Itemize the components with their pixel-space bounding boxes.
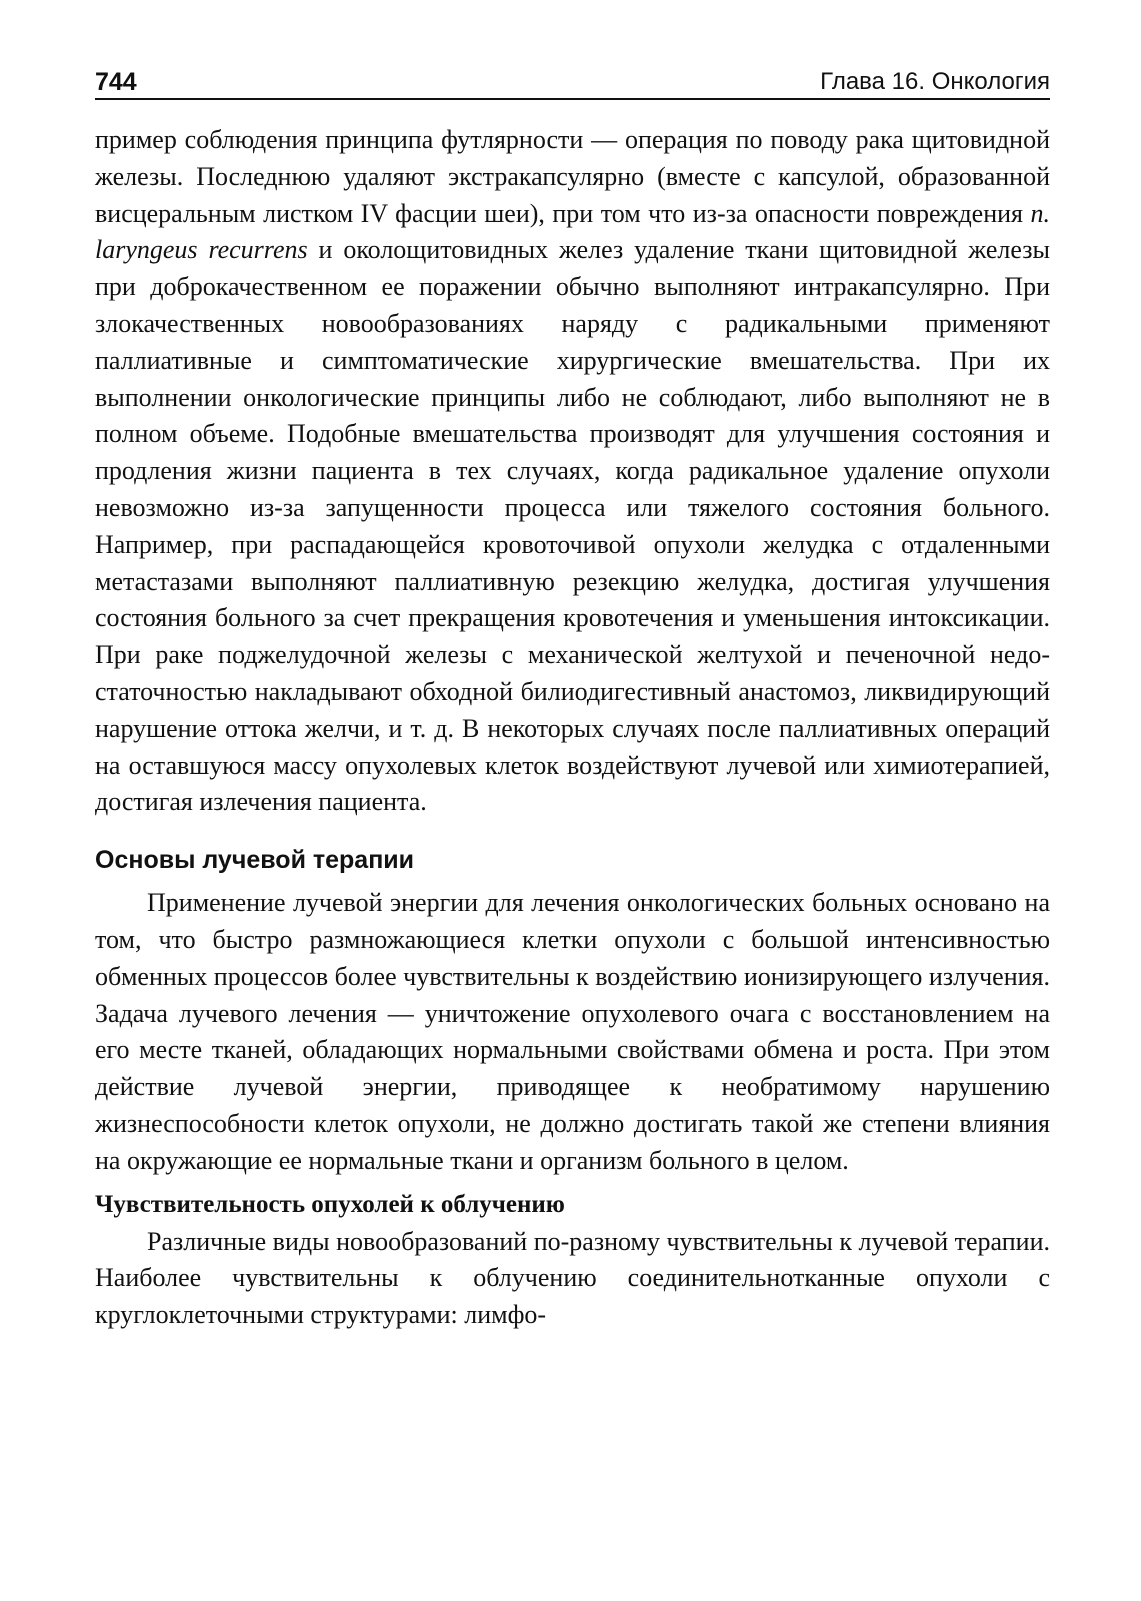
section-heading: Основы лучевой терапии <box>95 846 415 875</box>
page-number: 744 <box>95 68 137 96</box>
intro-paragraph-text-2: и околощитовидных желез удаление ткани щитовидной железы при доброкачественном ее поражении обычно выполняют интракапсулярно. При злокачественных новообразованиях наряду с радикальными применяют паллиативные и симптоматические хирургические вмешательства. При их выполнении онкологические принципы либо не соблюдают, либо выполняют не в полном объеме. Подобные вмешательства производят для улучшения состояния и продления жизни пациента в тех случаях, когда радикальное удаление опухоли невозможно из-за запущенности процесса или тяжелого состояния больного. Например, при распадающейся кровоточивой опухоли желудка с отдаленными метастазами выполняют паллиативную резекцию желудка, достигая улучшения состояния больного за счет прекращения кровотечения и уменьшения интоксикации. При раке поджелудочной железы с механической желтухой и печеночной недостаточностью накладывают обходной билиодигестивный анастомоз, ликвидирующий нарушение оттока желчи, и т. д. В некоторых случаях после паллиативных операций на оставшуюся массу опухолевых клеток воздействуют лучевой или химиотерапией, достигая излечения пациента. <box>95 235 1051 817</box>
intro-paragraph <box>95 122 1050 821</box>
subsection-paragraph: Различные виды новообразований по-разному чувствительны к лучевой терапии. Наиболее чувствительны к облучению соединительнотканные опухоли с круглоклеточными структурами: лимфо- <box>95 1226 1050 1330</box>
chapter-title: Глава 16. Онкология <box>820 68 1050 95</box>
running-header <box>95 60 1050 100</box>
subsection-heading: Чувствительность опухолей к облучению <box>95 1190 565 1218</box>
book-page <box>95 60 1050 1334</box>
intro-paragraph-text-1: пример соблюдения принципа футлярности — операция по поводу рака щитовидной железы. Последнюю удаляют экстракапсулярно (вместе с капсулой, образованной висцеральным листком IV фасции шеи), при том что из-за опасности повреждения <box>95 125 1050 228</box>
section-paragraph: Применение лучевой энергии для лечения онкологических больных основано на том, что быстро размножающиеся клетки опухоли с большой интенсивностью обменных процессов более чувствительны к воздействию ионизирующего излучения. Задача лучевого лечения — уничтожение опухолевого очага с восстановлением на его месте тканей, обладающих нормальными свойствами обмена и роста. При этом действие лучевой энергии, приводящее к необратимому нарушению жизнеспособности клеток опухоли, не должно достигать такой же степени влияния на окружающие ее нормальные ткани и организм больного в целом. <box>95 888 1050 1175</box>
latin-term: n. laryngeus recurrens <box>95 198 1050 265</box>
